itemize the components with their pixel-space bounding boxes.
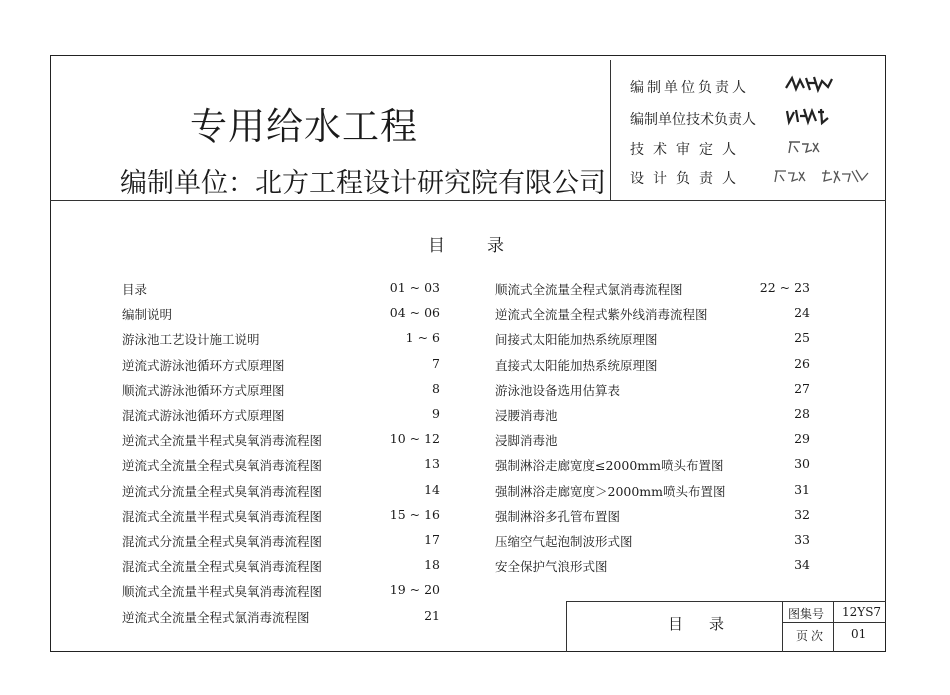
toc-entry bbox=[495, 381, 810, 401]
signature-org-head bbox=[784, 74, 834, 94]
toc-entry-pages: 04 ~ 06 bbox=[389, 305, 440, 321]
toc-entry-pages: 10 ~ 12 bbox=[389, 431, 440, 447]
toc-entry-title: 混流式分流量全程式臭氧消毒流程图 bbox=[122, 534, 323, 549]
toc-entry-title: 顺流式游泳池循环方式原理图 bbox=[122, 382, 285, 398]
role-org-head: 编制单位负责人 bbox=[630, 80, 749, 96]
title-block-divider bbox=[782, 622, 886, 623]
toc-entry-pages: 28 bbox=[794, 406, 810, 421]
toc-entry bbox=[495, 507, 810, 527]
title-block-divider bbox=[782, 601, 783, 652]
toc-entry bbox=[495, 532, 810, 552]
header-divider bbox=[50, 200, 886, 201]
title-block-label: 目录 bbox=[668, 615, 751, 633]
toc-entry-title: 浸腰消毒池 bbox=[495, 408, 558, 423]
toc-entry-pages: 33 bbox=[794, 532, 810, 547]
toc-entry-title: 顺流式全流量全程式氯消毒流程图 bbox=[495, 282, 683, 297]
toc-entry-title: 逆流式游泳池循环方式原理图 bbox=[122, 357, 285, 373]
toc-entry-title: 逆流式全流量全程式臭氧消毒流程图 bbox=[122, 458, 323, 474]
toc-entry-pages: 8 bbox=[432, 380, 440, 396]
toc-entry-title: 混流式全流量全程式臭氧消毒流程图 bbox=[122, 559, 323, 575]
signature-reviewer bbox=[786, 138, 822, 156]
atlas-number-value: 12YS7 bbox=[842, 605, 882, 619]
toc-entry-pages: 01 ~ 03 bbox=[389, 280, 440, 295]
toc-entry-title: 游泳池工艺设计施工说明 bbox=[122, 332, 260, 348]
atlas-number-label: 图集号 bbox=[788, 607, 825, 621]
toc-entry-pages: 30 bbox=[794, 456, 810, 472]
toc-entry-title: 强制淋浴走廊宽度≤2000mm喷头布置图 bbox=[495, 458, 724, 474]
toc-entry bbox=[122, 381, 440, 401]
toc-entry-pages: 34 bbox=[794, 557, 810, 573]
role-tech-head: 编制单位技术负责人 bbox=[630, 112, 756, 128]
role-reviewer: 技术审定人 bbox=[630, 142, 745, 158]
toc-entry-pages: 1 ~ 6 bbox=[405, 330, 440, 346]
toc-entry bbox=[122, 456, 440, 476]
header-vertical-divider bbox=[610, 60, 611, 200]
toc-entry-title: 顺流式全流量半程式臭氧消毒流程图 bbox=[122, 584, 323, 600]
toc-entry-pages: 24 bbox=[794, 305, 810, 321]
toc-entry-pages: 19 ~ 20 bbox=[389, 582, 440, 598]
toc-entry-pages: 29 bbox=[794, 431, 810, 447]
organization-line: 编制单位：北方工程设计研究院有限公司 bbox=[120, 168, 606, 199]
toc-entry bbox=[122, 482, 440, 502]
role-design-lead: 设计负责人 bbox=[630, 171, 745, 187]
toc-entry-title: 混流式游泳池循环方式原理图 bbox=[122, 408, 285, 423]
toc-entry bbox=[122, 431, 440, 451]
toc-entry bbox=[495, 482, 810, 502]
atlas-title: 专用给水工程 bbox=[190, 105, 418, 148]
toc-entry-pages: 9 bbox=[432, 406, 440, 421]
toc-entry-title: 逆流式全流量全程式氯消毒流程图 bbox=[122, 609, 310, 625]
toc-entry bbox=[495, 280, 810, 300]
toc-entry bbox=[122, 356, 440, 376]
toc-entry-title: 安全保护气浪形式图 bbox=[495, 559, 608, 575]
title-block-divider bbox=[833, 601, 834, 652]
toc-entry-title: 直接式太阳能加热系统原理图 bbox=[495, 357, 658, 373]
toc-entry-pages: 14 bbox=[424, 481, 440, 497]
toc-entry-title: 逆流式全流量半程式臭氧消毒流程图 bbox=[122, 433, 323, 449]
toc-entry-pages: 21 bbox=[424, 607, 440, 623]
toc-entry-title: 混流式全流量半程式臭氧消毒流程图 bbox=[122, 508, 323, 524]
toc-entry-pages: 7 bbox=[432, 355, 440, 371]
toc-entry bbox=[122, 406, 440, 426]
toc-entry-title: 间接式太阳能加热系统原理图 bbox=[495, 332, 658, 348]
toc-entry-pages: 25 bbox=[794, 330, 810, 346]
toc-entry bbox=[495, 330, 810, 350]
page-number-value: 01 bbox=[851, 627, 867, 641]
signature-tech-head bbox=[784, 106, 830, 126]
toc-entry bbox=[495, 456, 810, 476]
toc-entry-title: 目录 bbox=[122, 282, 148, 297]
toc-entry-pages: 15 ~ 16 bbox=[389, 506, 440, 522]
toc-entry-title: 逆流式全流量全程式紫外线消毒流程图 bbox=[495, 307, 708, 323]
toc-entry bbox=[495, 431, 810, 451]
toc-entry-pages: 22 ~ 23 bbox=[759, 280, 810, 295]
toc-title: 目录 bbox=[428, 236, 546, 256]
toc-entry bbox=[122, 557, 440, 577]
toc-entry bbox=[122, 582, 440, 602]
toc-entry bbox=[122, 608, 440, 628]
toc-entry bbox=[122, 507, 440, 527]
toc-entry bbox=[495, 557, 810, 577]
toc-entry bbox=[495, 406, 810, 426]
toc-entry bbox=[122, 305, 440, 325]
toc-entry-pages: 17 bbox=[424, 532, 440, 547]
toc-entry-pages: 26 bbox=[794, 355, 810, 371]
toc-entry bbox=[122, 280, 440, 300]
toc-entry-pages: 27 bbox=[794, 380, 810, 396]
signature-design-lead bbox=[772, 165, 872, 187]
toc-entry-title: 强制淋浴多孔管布置图 bbox=[495, 508, 621, 524]
toc-entry-pages: 32 bbox=[794, 506, 810, 522]
toc-entry-title: 浸脚消毒池 bbox=[495, 433, 558, 449]
toc-entry-title: 逆流式分流量全程式臭氧消毒流程图 bbox=[122, 483, 323, 499]
toc-entry bbox=[495, 356, 810, 376]
toc-entry-title: 强制淋浴走廊宽度＞2000mm喷头布置图 bbox=[495, 483, 726, 499]
toc-entry-title: 压缩空气起泡制波形式图 bbox=[495, 534, 633, 549]
page-number-label: 页次 bbox=[796, 629, 827, 643]
toc-entry bbox=[122, 532, 440, 552]
toc-entry-title: 游泳池设备选用估算表 bbox=[495, 382, 621, 398]
toc-entry-pages: 18 bbox=[424, 557, 440, 573]
toc-entry-pages: 31 bbox=[794, 481, 810, 497]
toc-entry-pages: 13 bbox=[424, 456, 440, 472]
toc-entry bbox=[122, 330, 440, 350]
toc-entry bbox=[495, 305, 810, 325]
toc-entry-title: 编制说明 bbox=[122, 307, 173, 323]
